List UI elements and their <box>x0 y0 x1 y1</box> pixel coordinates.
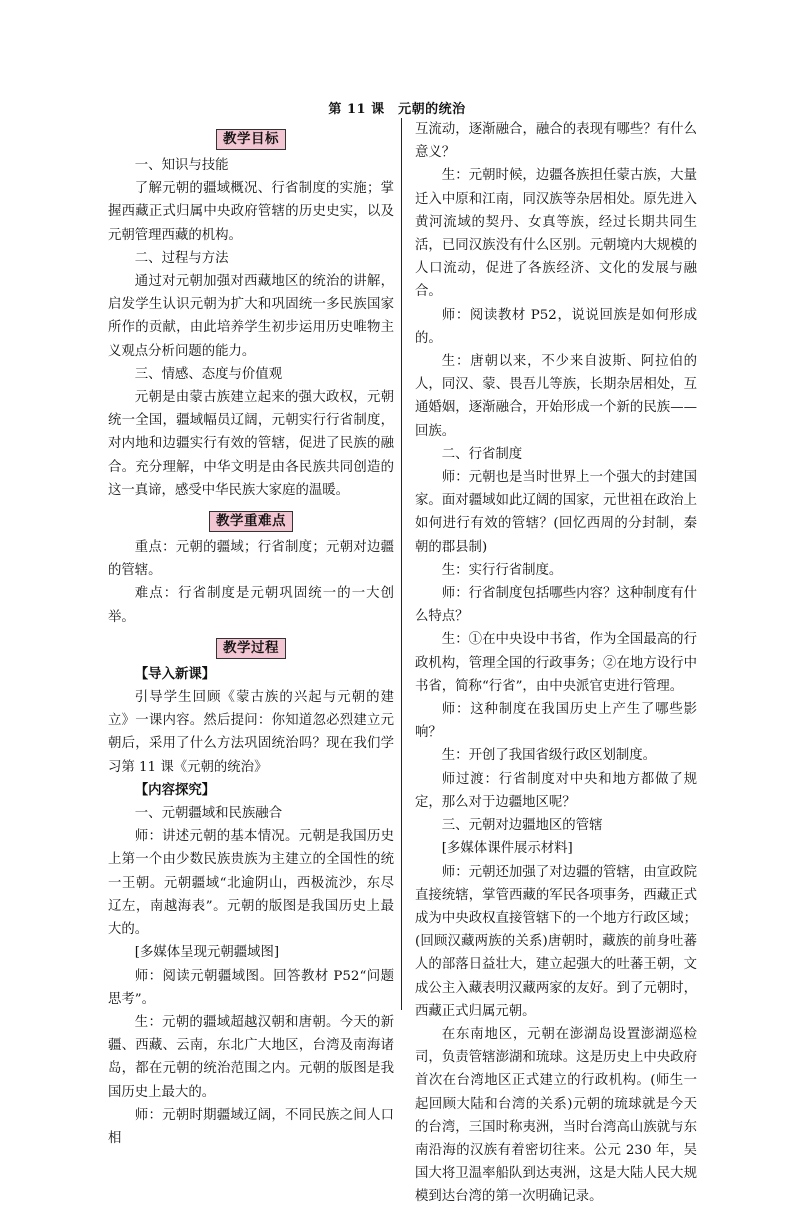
paragraph: 生：元朝的疆域超越汉朝和唐朝。今天的新疆、西藏、云南，东北广大地区，台湾及南海诸岛，都在元朝的统治范围之内。元朝的版图是我国历史上最大的。 <box>108 1014 394 1100</box>
heading-intro: 【导入新课】 <box>134 665 216 682</box>
heading-emotion-values: 三、情感、态度与价值观 <box>134 366 283 382</box>
paragraph: 互流动，逐渐融合，融合的表现有哪些？有什么意义？ <box>415 122 697 161</box>
section-box-wrap <box>108 128 394 150</box>
paragraph: [多媒体课件展示材料] <box>441 841 573 857</box>
heading-process-method: 二、过程与方法 <box>134 250 229 266</box>
paragraph: 师：这种制度在我国历史上产生了哪些影响？ <box>415 702 697 741</box>
paragraph: 生：唐朝以来，不少来自波斯、阿拉伯的人，同汉、蒙、畏吾儿等族，长期杂居相处，互通婚姻，逐渐融合，开始形成一个新的民族——回族。 <box>415 354 697 439</box>
paragraph: 师：元朝也是当时世界上一个强大的封建国家。面对疆域如此辽阔的国家，元世祖在政治上如何进行有效的管辖？(回忆西周的分封制，秦朝的郡县制) <box>415 470 697 555</box>
paragraph: 引导学生回顾《蒙古族的兴起与元朝的建立》一课内容。然后提问：你知道忽必烈建立元朝后，采用了什么方法巩固统治吗？现在我们学习第 11 课《元朝的统治》 <box>108 690 394 775</box>
paragraph: 生：①在中央设中书省，作为全国最高的行政机构，管理全国的行政事务；②在地方设行中书省，简称“行省”，由中央派官吏进行管理。 <box>415 632 697 694</box>
paragraph: 师：行省制度包括哪些内容？这种制度有什么特点？ <box>415 586 697 625</box>
paragraph: 通过对元朝加强对西藏地区的统治的讲解，启发学生认识元朝为扩大和巩固统一多民族国家所作的贡献，由此培养学生初步运用历史唯物主义观点分析问题的能力。 <box>108 274 394 359</box>
paragraph-key-point: 重点：元朝的疆域；行省制度；元朝对边疆的管辖。 <box>108 540 394 579</box>
heading-content: 【内容探究】 <box>134 781 216 798</box>
paragraph-difficulty: 难点：行省制度是元朝巩固统一的一大创举。 <box>108 586 394 625</box>
paragraph: 师：元朝时期疆域辽阔，不同民族之间人口相 <box>108 1107 394 1146</box>
paragraph: 师：元朝还加强了对边疆的管辖，由宣政院直接统辖，掌管西藏的军民各项事务，西藏正式成为中央政权直接管辖下的一个地方行政区域；(回顾汉藏两族的关系)唐朝时，藏族的前身吐蕃人的部落日益壮大，建立起强大的吐蕃王朝，文成公主入藏表明汉藏两家的友好。到了元朝时，西藏正式归属元朝。 <box>415 864 697 1019</box>
paragraph: 元朝是由蒙古族建立起来的强大政权，元朝统一全国，疆域幅员辽阔，元朝实行行省制度，对内地和边疆实行有效的管辖，促进了民族的融合。充分理解，中华文明是由各民族共同创造的这一真谛，感受中华民族大家庭的温暖。 <box>108 390 394 498</box>
paragraph: 生：实行行省制度。 <box>441 562 563 578</box>
paragraph: 师：阅读教材 P52，说说回族是如何形成的。 <box>415 307 697 346</box>
paragraph: 在东南地区，元朝在澎湖岛设置澎湖巡检司，负责管辖澎湖和琉球。这是历史上中央政府首次在台湾地区正式建立的行政机构。(师生一起回顾大陆和台湾的关系)元朝的琉球就是今天的台湾，三国时称夷洲，当时台湾高山族就与东南沿海的汉族有着密切往来。公元 230 年，吴国大将卫温率船队到达夷洲，这是大陆人民大规模到达台湾的第一次明确记录。 <box>415 1026 697 1205</box>
paragraph: 师过渡：行省制度对中央和地方都做了规定，那么对于边疆地区呢？ <box>415 771 697 810</box>
heading-territory: 一、元朝疆域和民族融合 <box>134 806 283 822</box>
left-column <box>108 124 394 1150</box>
section-box-teaching-process: 教学过程 <box>216 638 286 659</box>
section-box-teaching-goals: 教学目标 <box>216 129 286 150</box>
paragraph: 了解元朝的疆域概况、行省制度的实施；掌握西藏正式归属中央政府管辖的历史史实，以及元朝管理西藏的机构。 <box>108 181 394 243</box>
paragraph: 师：阅读元朝疆域图。回答教材 P52“问题思考”。 <box>108 968 394 1007</box>
column-divider <box>401 118 402 1010</box>
section-box-wrap <box>108 637 394 659</box>
section-box-wrap <box>108 510 394 532</box>
heading-knowledge-skills: 一、知识与技能 <box>134 158 229 173</box>
right-column <box>415 118 697 1209</box>
heading-province-system: 二、行省制度 <box>441 446 523 462</box>
section-box-key-points: 教学重难点 <box>209 511 293 532</box>
paragraph: 师：讲述元朝的基本情况。元朝是我国历史上第一个由少数民族贵族为主建立的全国性的统一王朝。元朝疆域“北逾阴山，西极流沙，东尽辽左，南越海表”。元朝的版图是我国历史上最大的。 <box>108 829 394 938</box>
paragraph: 生：元朝时候，边疆各族担任蒙古族，大量迁入中原和江南，同汉族等杂居相处。原先进入黄河流域的契丹、女真等族，经过长期共同生活，已同汉族没有什么区别。元朝境内大规模的人口流动，促进了各族经济、文化的发展与融合。 <box>415 168 697 300</box>
heading-frontier: 三、元朝对边疆地区的管辖 <box>441 818 603 834</box>
paragraph: [多媒体呈现元朝疆域图] <box>134 945 280 961</box>
page-title: 第 11 课 元朝的统治 <box>328 102 466 117</box>
paragraph: 生：开创了我国省级行政区划制度。 <box>441 748 657 764</box>
